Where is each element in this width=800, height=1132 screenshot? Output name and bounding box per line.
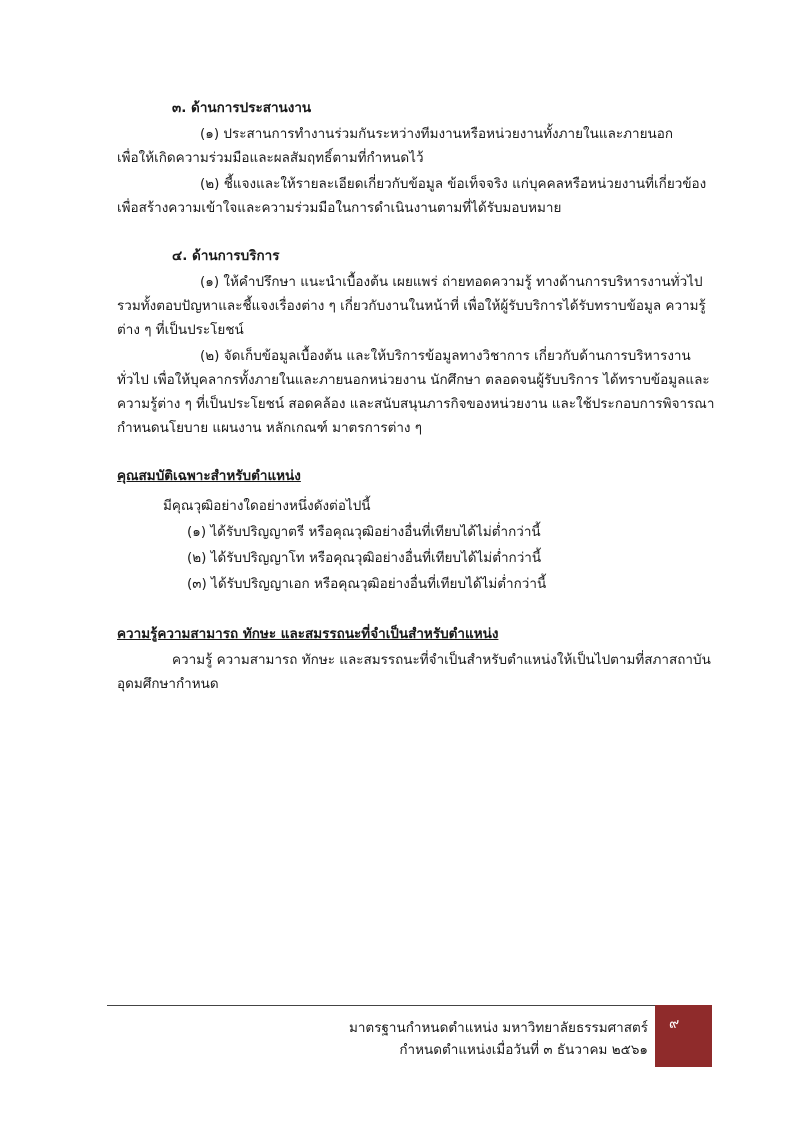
section-heading-service: ๔. ด้านการบริการ (172, 248, 280, 264)
paragraph-line: เพื่อให้เกิดความร่วมมือและผลสัมฤทธิ์ตามที่กำหนดไว้ (117, 150, 424, 166)
paragraph-line: ความรู้ ความสามารถ ทักษะ และสมรรถนะที่จำเป็นสำหรับตำแหน่งให้เป็นไปตามที่สภาสถาบัน (172, 652, 711, 668)
paragraph-line: ต่าง ๆ ที่เป็นประโยชน์ (117, 322, 244, 338)
qualification-item: (๓) ได้รับปริญญาเอก หรือคุณวุฒิอย่างอื่นที่เทียบได้ไม่ต่ำกว่านี้ (187, 576, 547, 592)
qualification-item: (๒) ได้รับปริญญาโท หรือคุณวุฒิอย่างอื่นที่เทียบได้ไม่ต่ำกว่านี้ (187, 550, 542, 566)
paragraph-line: (๒) ชี้แจงและให้รายละเอียดเกี่ยวกับข้อมูล ข้อเท็จจริง แก่บุคคลหรือหน่วยงานที่เกี่ยวข้อง (200, 176, 707, 192)
paragraph-line: กำหนดนโยบาย แผนงาน หลักเกณฑ์ มาตรการต่าง ๆ (117, 420, 423, 436)
qualification-item: (๑) ได้รับปริญญาตรี หรือคุณวุฒิอย่างอื่นที่เทียบได้ไม่ต่ำกว่านี้ (187, 524, 541, 540)
paragraph-line: (๑) ประสานการทำงานร่วมกันระหว่างทีมงานหรือหน่วยงานทั้งภายในและภายนอก (200, 126, 673, 142)
section-heading-coordination: ๓. ด้านการประสานงาน (172, 100, 312, 116)
paragraph-line: อุดมศึกษากำหนด (117, 676, 219, 692)
paragraph-line: ความรู้ต่าง ๆ ที่เป็นประโยชน์ สอดคล้อง และสนับสนุนภารกิจของหน่วยงาน และใช้ประกอบการพิจารณา (117, 396, 715, 412)
paragraph-line: ทั่วไป เพื่อให้บุคลากรทั้งภายในและภายนอกหน่วยงาน นักศึกษา ตลอดจนผู้รับบริการ ได้ทราบข้อมูลและ (117, 372, 710, 388)
footer-date: กำหนดตำแหน่งเมื่อวันที่ ๓ ธันวาคม ๒๕๖๑ (399, 1042, 648, 1058)
paragraph-line: เพื่อสร้างความเข้าใจและความร่วมมือในการดำเนินงานตามที่ได้รับมอบหมาย (117, 200, 562, 216)
qualifications-intro: มีคุณวุฒิอย่างใดอย่างหนึ่งดังต่อไปนี้ (163, 498, 371, 514)
footer-divider (107, 1005, 655, 1006)
qualifications-heading: คุณสมบัติเฉพาะสำหรับตำแหน่ง (117, 468, 301, 484)
paragraph-line: (๒) จัดเก็บข้อมูลเบื้องต้น และให้บริการข้อมูลทางวิชาการ เกี่ยวกับด้านการบริหารงาน (200, 348, 691, 364)
paragraph-line: (๑) ให้คำปรึกษา แนะนำเบื้องต้น เผยแพร่ ถ่ายทอดความรู้ ทางด้านการบริหารงานทั่วไป (200, 274, 703, 290)
page-number-box (655, 1005, 712, 1067)
competency-heading: ความรู้ความสามารถ ทักษะ และสมรรถนะที่จำเป็นสำหรับตำแหน่ง (117, 626, 499, 642)
paragraph-line: รวมทั้งตอบปัญหาและชี้แจงเรื่องต่าง ๆ เกี่ยวกับงานในหน้าที่ เพื่อให้ผู้รับบริการได้รับทราบข้อมูล ความรู้ (117, 298, 706, 314)
footer-title: มาตรฐานกำหนดตำแหน่ง มหาวิทยาลัยธรรมศาสตร์ (348, 1020, 648, 1036)
page-number: ๙ (669, 1016, 680, 1032)
